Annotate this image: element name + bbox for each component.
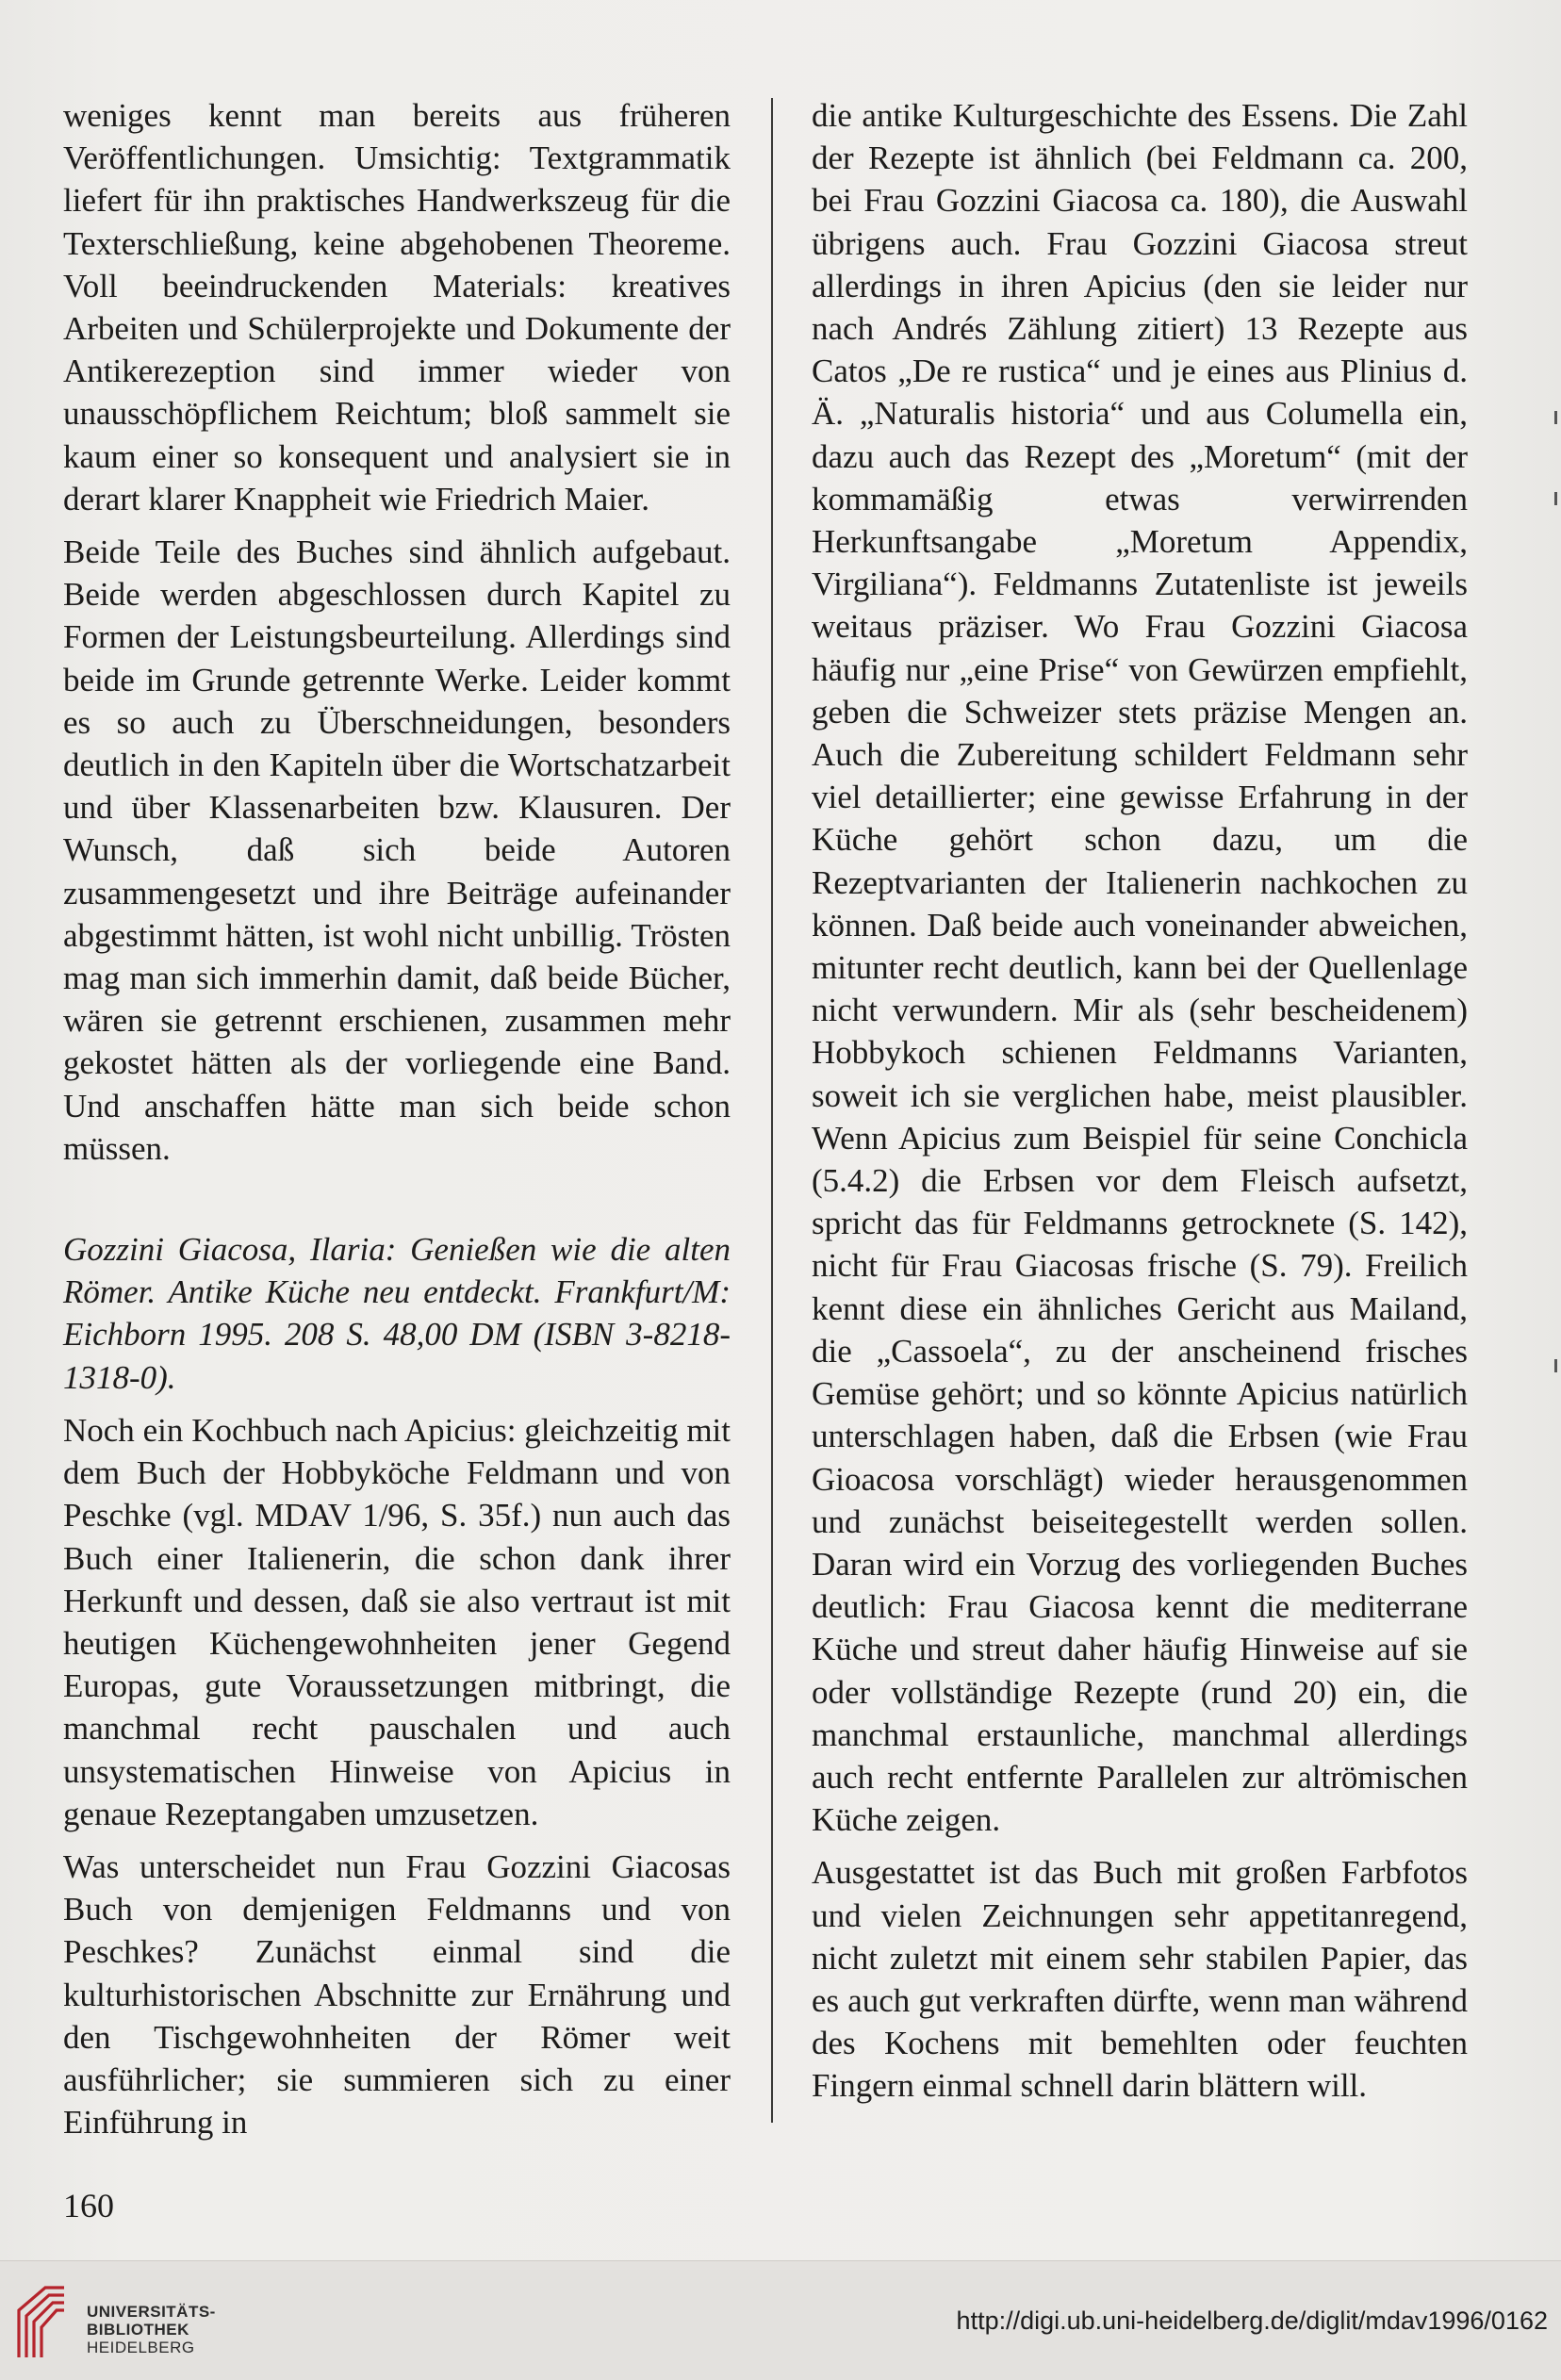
left-column bbox=[63, 94, 731, 2143]
library-name bbox=[87, 2303, 216, 2356]
scan-edge-mark bbox=[1554, 411, 1557, 424]
scan-edge-mark bbox=[1554, 1359, 1557, 1372]
scan-edge-mark bbox=[1554, 492, 1557, 505]
right-column bbox=[812, 94, 1468, 2108]
paragraph: Was unterscheidet nun Frau Gozzini Giacosas Buch von demjenigen Feldmanns und von Peschkes? Zunächst einmal sind die kulturhistorischen Abschnitte zur Ernährung und den Tischgewohnheiten der Römer weit ausführlicher; sie summieren sich zu einer Einführung in bbox=[63, 1847, 731, 2142]
column-divider bbox=[771, 98, 773, 2123]
source-url-link[interactable]: http://digi.ub.uni-heidelberg.de/diglit/mdav1996/0162 bbox=[956, 2306, 1548, 2335]
page-number: 160 bbox=[63, 2187, 114, 2224]
library-name-line: HEIDELBERG bbox=[87, 2339, 195, 2356]
paragraph: Ausgestattet ist das Buch mit großen Farbfotos und vielen Zeichnungen sehr appetitanregend, nicht zuletzt mit einem sehr stabilen Papier, das es auch gut verkraften dürfte, wenn man während des Kochens mit bemehlten oder feuchten Fingern einmal schnell darin blättern will. bbox=[812, 1854, 1468, 2105]
paragraph: Beide Teile des Buches sind ähnlich aufgebaut. Beide werden abgeschlossen durch Kapitel zu Formen der Leistungsbeurteilung. Allerdings sind beide im Grunde getrennte Werke. Leider kommt es so auch zu Überschneidungen, besonders deutlich in den Kapiteln über die Wortschatzarbeit und über Klassenarbeiten bzw. Klausuren. Der Wunsch, daß sich beide Autoren zusammengesetzt und ihre Beiträge aufeinander abgestimmt hätten, ist wohl nicht unbillig. Trösten mag man sich immerhin damit, daß beide Bücher, wären sie getrennt erschienen, zusammen mehr gekostet hätten als der vorliegende eine Band. Und anschaffen hätte man sich beide schon müssen. bbox=[63, 533, 731, 1167]
library-name-line: BIBLIOTHEK bbox=[87, 2321, 189, 2339]
paragraph: Noch ein Kochbuch nach Apicius: gleichzeitig mit dem Buch der Hobbyköche Feldmann und von Peschke (vgl. MDAV 1/96, S. 35f.) nun auch das Buch einer Italienerin, die schon dank ihrer Herkunft und dessen, daß sie also vertraut ist mit heutigen Küchengewohnheiten jener Gegend Europas, gute Voraussetzungen mitbringt, die manchmal recht pauschalen und auch unsystematischen Hinweise von Apicius in genaue Rezeptangaben umzusetzen. bbox=[63, 1411, 731, 1832]
paragraph: weniges kennt man bereits aus früheren Veröffentlichungen. Umsichtig: Textgrammatik liefert für ihn praktisches Handwerkszeug für die Texterschließung, keine abgehobenen Theoreme. Voll beeindruckenden Materials: kreatives Arbeiten und Schülerprojekte und Dokumente der Antikerezeption sind immer wieder von unausschöpflichem Reichtum; bloß sammelt sie kaum einer so konsequent und analysiert sie in derart klarer Knappheit wie Friedrich Maier. bbox=[63, 97, 731, 517]
library-name-line: UNIVERSITÄTS- bbox=[87, 2303, 216, 2321]
book-citation: Gozzini Giacosa, Ilaria: Genießen wie die alten Römer. Antike Küche neu entdeckt. Frankfurt/M: Eichborn 1995. 208 S. 48,00 DM (ISBN 3-8218-1318-0). bbox=[63, 1231, 731, 1396]
ub-heidelberg-logo-icon bbox=[13, 2282, 70, 2359]
digitization-footer bbox=[0, 2260, 1561, 2380]
paragraph: die antike Kulturgeschichte des Essens. Die Zahl der Rezepte ist ähnlich (bei Feldmann ca. 200, bei Frau Gozzini Giacosa ca. 180), die Auswahl übrigens auch. Frau Gozzini Giacosa streut allerdings in ihren Apicius (den sie leider nur nach Andrés Zählung zitiert) 13 Rezepte aus Catos „De re rustica“ und je eines aus Plinius d. Ä. „Naturalis historia“ und aus Columella ein, dazu auch das Rezept des „Moretum“ (mit der kommamäßig etwas verwirrenden Herkunftsangabe „Moretum Appendix, Virgiliana“). Feldmanns Zutatenliste ist jeweils weitaus präziser. Wo Frau Gozzini Giacosa häufig nur „eine Prise“ von Gewürzen empfiehlt, geben die Schweizer stets präzise Mengen an. Auch die Zubereitung schildert Feldmann sehr viel detaillierter; eine gewisse Erfahrung in der Küche gehört schon dazu, um die Rezeptvarianten der Italienerin nachkochen zu können. Daß beide auch voneinander abweichen, mitunter recht deutlich, kann bei der Quellenlage nicht verwundern. Mir als (sehr bescheidenem) Hobbykoch schienen Feldmanns Varianten, soweit ich sie verglichen habe, meist plausibler. Wenn Apicius zum Beispiel für seine Conchicla (5.4.2) die Erbsen vor dem Fleisch aufsetzt, spricht das für Feldmanns getrocknete (S. 142), nicht für Frau Giacosas frische (S. 79). Freilich kennt diese ein ähnliches Gericht aus Mailand, die „Cassoela“, zu der anscheinend frisches Gemüse gehört; und so könnte Apicius natürlich unterschlagen haben, daß die Erbsen (wie Frau Gioacosa vorschlägt) wieder herausgenommen und zunächst beiseitegestellt werden sollen. Daran wird ein Vorzug des vorliegenden Buches deutlich: Frau Giacosa kennt die mediterrane Küche und streut daher häufig Hinweise auf sie oder vollständige Rezepte (rund 20) ein, die manchmal erstaunliche, manchmal allerdings auch recht entfernte Parallelen zur altrömischen Küche zeigen. bbox=[812, 97, 1468, 1839]
